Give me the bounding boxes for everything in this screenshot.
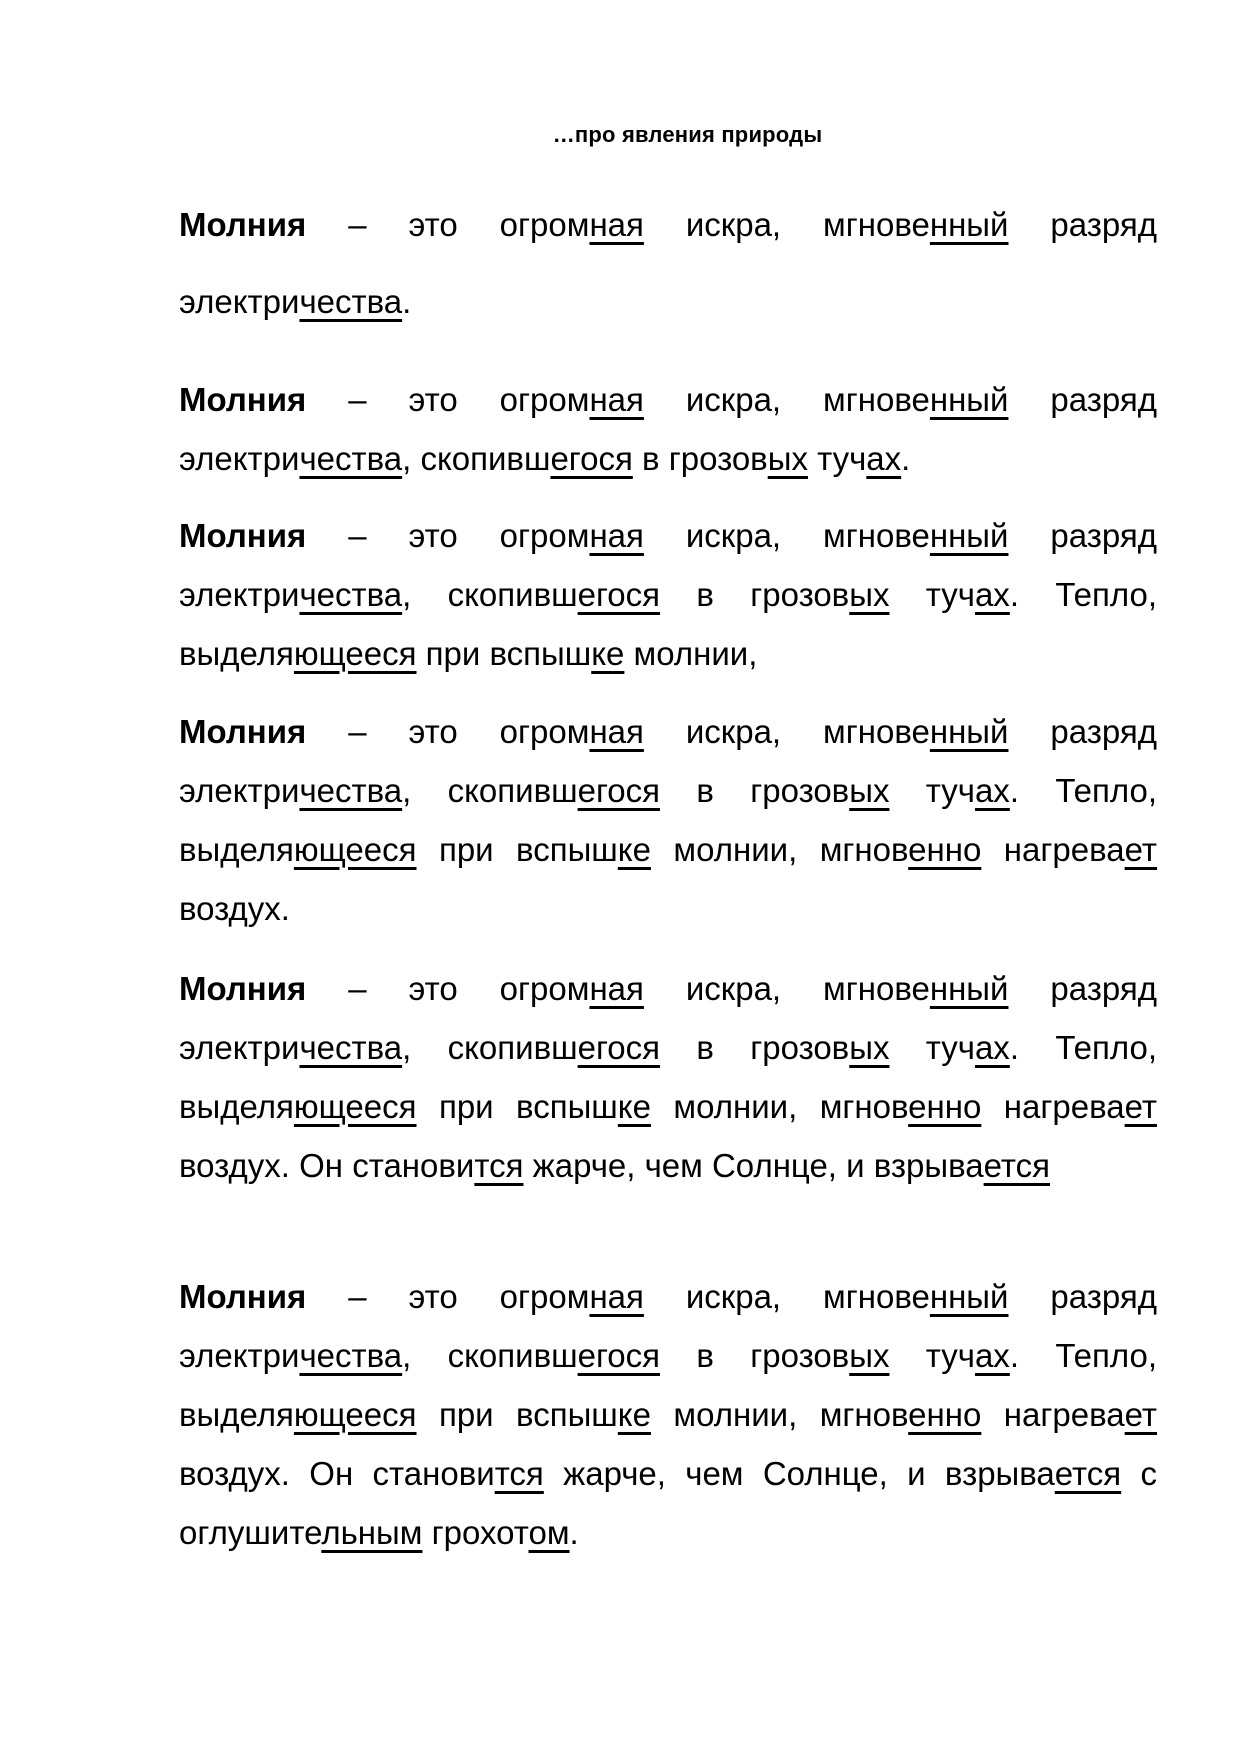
term-bold: Молния xyxy=(179,206,307,243)
underlined-ending: ющееся xyxy=(293,635,417,672)
underlined-ending: ах xyxy=(866,440,902,477)
underlined-ending: ых xyxy=(767,440,808,477)
text-run: , скопивш xyxy=(402,440,551,477)
text-run: туч xyxy=(889,1029,975,1066)
underlined-ending: ых xyxy=(849,576,890,613)
text-run: , скопивш xyxy=(402,576,578,613)
text-run: – это огром xyxy=(306,713,590,750)
underlined-ending: енно xyxy=(908,1088,982,1125)
text-run: . Тепло, выделя xyxy=(179,1337,1157,1433)
underlined-ending: ная xyxy=(589,517,644,554)
text-run: при вспыш xyxy=(416,1396,618,1433)
text-run: при вспыш xyxy=(416,831,618,868)
text-run: разряд электри xyxy=(179,517,1157,613)
text-run: . xyxy=(569,1514,579,1551)
underlined-ending: ная xyxy=(589,970,644,1007)
text-run: воздух. xyxy=(179,890,290,927)
underlined-ending: ах xyxy=(974,1337,1010,1374)
paragraph-6 xyxy=(179,1267,1157,1562)
text-run: молнии, мгнов xyxy=(650,1088,909,1125)
text-run: нагрева xyxy=(981,1088,1125,1125)
underlined-ending: ке xyxy=(617,831,651,868)
underlined-ending: нный xyxy=(929,381,1009,418)
underlined-ending: енно xyxy=(908,1396,982,1433)
underlined-ending: ах xyxy=(974,772,1010,809)
underlined-ending: чества xyxy=(299,1029,403,1066)
text-run: – это огром xyxy=(306,206,590,243)
text-run: искра, мгнове xyxy=(643,381,930,418)
term-bold: Молния xyxy=(179,381,307,418)
paragraph-1 xyxy=(179,186,1157,340)
page-title: …про явления природы xyxy=(552,122,823,147)
underlined-ending: нный xyxy=(929,517,1009,554)
underlined-ending: льным xyxy=(321,1514,423,1551)
text-run: туч xyxy=(807,440,867,477)
underlined-ending: чества xyxy=(299,1337,403,1374)
underlined-ending: ах xyxy=(974,576,1010,613)
text-run: , скопивш xyxy=(402,1337,578,1374)
text-run: в грозов xyxy=(632,440,768,477)
text-run: . Тепло, выделя xyxy=(179,772,1157,868)
text-run: туч xyxy=(889,1337,975,1374)
underlined-ending: егося xyxy=(577,772,660,809)
text-run: при вспыш xyxy=(416,1088,618,1125)
underlined-ending: нный xyxy=(929,713,1009,750)
underlined-ending: ке xyxy=(617,1396,651,1433)
text-run: молнии, мгнов xyxy=(650,831,909,868)
text-run: . xyxy=(402,283,412,320)
text-run: в грозов xyxy=(660,772,850,809)
paragraph-5 xyxy=(179,959,1157,1195)
text-run: с оглушите xyxy=(179,1455,1158,1551)
underlined-ending: егося xyxy=(577,1337,660,1374)
underlined-ending: чества xyxy=(299,440,403,477)
text-run: – это огром xyxy=(306,1278,590,1315)
text-run: туч xyxy=(889,772,975,809)
term-bold: Молния xyxy=(179,713,307,750)
underlined-ending: чества xyxy=(299,576,403,613)
underlined-ending: чества xyxy=(299,283,403,320)
underlined-ending: ет xyxy=(1124,1396,1157,1433)
text-run: жарче, чем Солнце, и взрыва xyxy=(543,1455,1055,1492)
term-bold: Молния xyxy=(179,1278,307,1315)
underlined-ending: ом xyxy=(528,1514,570,1551)
text-run: воздух. Он станови xyxy=(179,1455,495,1492)
text-run: – это огром xyxy=(306,517,590,554)
underlined-ending: ах xyxy=(974,1029,1010,1066)
underlined-ending: тся xyxy=(474,1147,524,1184)
text-run: . Тепло, выделя xyxy=(179,576,1157,672)
text-run: в грозов xyxy=(660,1337,850,1374)
text-run: в грозов xyxy=(660,576,850,613)
text-run: . xyxy=(901,440,911,477)
text-run: разряд электри xyxy=(179,970,1157,1066)
underlined-ending: ная xyxy=(589,1278,644,1315)
underlined-ending: ых xyxy=(849,772,890,809)
text-run: воздух. Он станови xyxy=(179,1147,475,1184)
underlined-ending: ная xyxy=(589,381,644,418)
text-run: молнии, xyxy=(624,635,758,672)
underlined-ending: егося xyxy=(577,1029,660,1066)
text-run: искра, мгнове xyxy=(643,970,930,1007)
underlined-ending: ная xyxy=(589,206,644,243)
text-run: искра, мгнове xyxy=(643,713,930,750)
underlined-ending: тся xyxy=(494,1455,544,1492)
text-run: – это огром xyxy=(306,381,590,418)
text-run: разряд электри xyxy=(179,1278,1157,1374)
text-run: нагрева xyxy=(981,831,1125,868)
underlined-ending: чества xyxy=(299,772,403,809)
term-bold: Молния xyxy=(179,517,307,554)
underlined-ending: ых xyxy=(849,1029,890,1066)
term-bold: Молния xyxy=(179,970,307,1007)
underlined-ending: ке xyxy=(617,1088,651,1125)
paragraph-2 xyxy=(179,370,1157,488)
underlined-ending: егося xyxy=(577,576,660,613)
text-run: в грозов xyxy=(660,1029,850,1066)
text-run: грохот xyxy=(422,1514,529,1551)
text-run: искра, мгнове xyxy=(643,1278,930,1315)
text-run: при вспыш xyxy=(416,635,592,672)
text-run: . Тепло, выделя xyxy=(179,1029,1157,1125)
text-run: искра, мгнове xyxy=(643,206,930,243)
underlined-ending: ется xyxy=(983,1147,1050,1184)
underlined-ending: ющееся xyxy=(293,1088,417,1125)
text-run: разряд электри xyxy=(179,381,1157,477)
text-run: нагрева xyxy=(981,1396,1125,1433)
text-run: молнии, мгнов xyxy=(650,1396,909,1433)
text-run: жарче, чем Солнце, и взрыва xyxy=(523,1147,984,1184)
underlined-ending: ная xyxy=(589,713,644,750)
paragraph-3 xyxy=(179,506,1157,683)
text-run: искра, мгнове xyxy=(643,517,930,554)
underlined-ending: ет xyxy=(1124,1088,1157,1125)
text-run: – это огром xyxy=(306,970,590,1007)
underlined-ending: ет xyxy=(1124,831,1157,868)
text-run: , скопивш xyxy=(402,772,578,809)
text-run: разряд электри xyxy=(179,713,1157,809)
underlined-ending: ых xyxy=(849,1337,890,1374)
paragraph-4 xyxy=(179,702,1157,938)
underlined-ending: ке xyxy=(591,635,625,672)
underlined-ending: ющееся xyxy=(293,1396,417,1433)
text-run: , скопивш xyxy=(402,1029,578,1066)
underlined-ending: нный xyxy=(929,206,1009,243)
underlined-ending: ющееся xyxy=(293,831,417,868)
underlined-ending: енно xyxy=(908,831,982,868)
underlined-ending: егося xyxy=(550,440,633,477)
text-run: туч xyxy=(889,576,975,613)
underlined-ending: нный xyxy=(929,970,1009,1007)
underlined-ending: ется xyxy=(1054,1455,1122,1492)
text-run: разряд электри xyxy=(179,206,1157,320)
underlined-ending: нный xyxy=(929,1278,1009,1315)
